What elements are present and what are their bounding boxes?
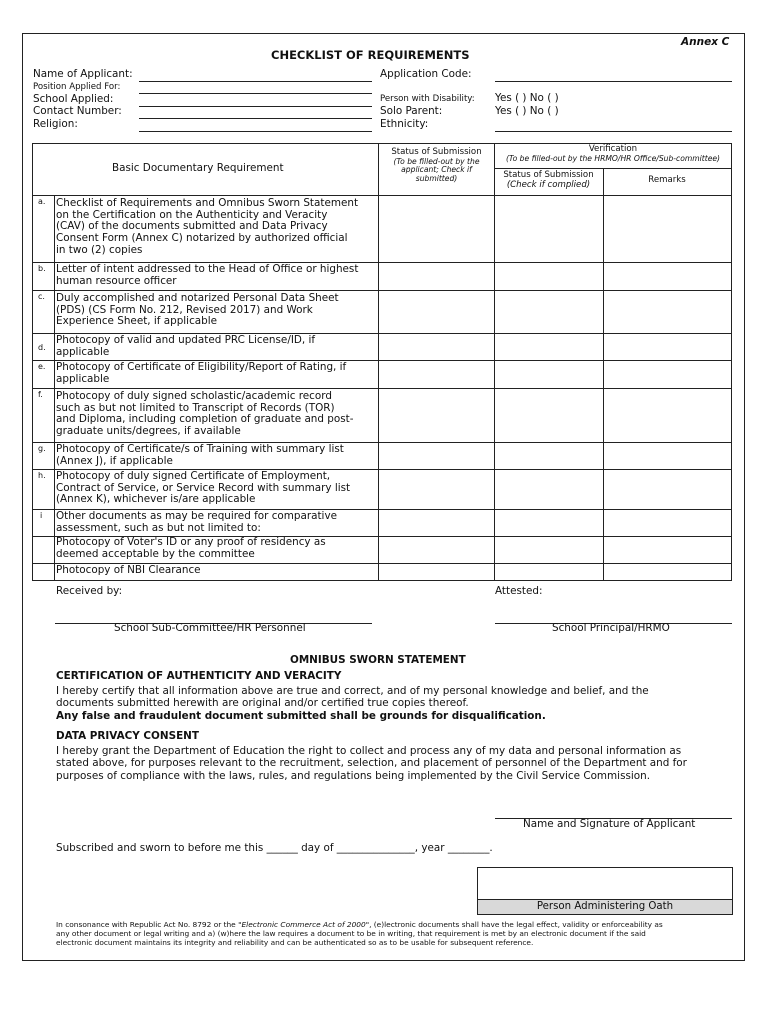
applicant-signature-caption: Name and Signature of Applicant (523, 818, 696, 830)
table-line (731, 143, 732, 580)
page-title: CHECKLIST OF REQUIREMENTS (271, 48, 470, 62)
table-line (32, 580, 732, 581)
table-line (378, 143, 379, 580)
requirement-text: Photocopy of Certificate of Eligibility/Report of Rating, if applicable (56, 361, 347, 385)
requirement-text: Photocopy of Certificate/s of Training with summary list (Annex J), if applicable (56, 443, 344, 467)
cert-heading: CERTIFICATION OF AUTHENTICITY AND VERACITY (56, 670, 342, 682)
table-line (494, 168, 732, 169)
app-code-field[interactable] (495, 81, 732, 82)
row-letter: b. (38, 264, 46, 273)
row-letter: g. (38, 444, 46, 453)
school-label: School Applied: (33, 93, 114, 105)
table-line (32, 195, 732, 196)
header-ver-status-note: (Check if complied) (506, 180, 591, 190)
row-letter: c. (38, 292, 45, 301)
pwd-options[interactable]: Yes ( ) No ( ) (495, 92, 559, 104)
requirement-text: Photocopy of duly signed scholastic/academic record such as but not limited to Transcript of Records (TOR) and Diploma, including completion of graduate and post- graduate units/degrees, if available (56, 390, 354, 437)
requirement-text: Checklist of Requirements and Omnibus Sworn Statement on the Certification on the Authenticity and Veracity (CAV) of the documents submitted and Data Privacy Consent Form (Annex C) notarized by authorized official in two (2) copies (56, 197, 359, 256)
requirement-text: Duly accomplished and notarized Personal Data Sheet (PDS) (CS Form No. 212, Revised 2017) and Work Experience Sheet, if applicable (56, 292, 339, 328)
footer-text-1: In consonance with Republic Act No. 8792 or the " (56, 920, 242, 929)
row-letter: i (40, 511, 43, 520)
subscribed-text: Subscribed and sworn to before me this ______ day of _______________, year ________. (56, 842, 493, 854)
name-field[interactable] (139, 81, 372, 82)
header-verification: Verification (588, 144, 638, 154)
app-code-label: Application Code: (380, 68, 472, 80)
cert-text: I hereby certify that all information above are true and correct, and of my personal knowledge and belief, and the documents submitted herewith are original and/or certified true copies thereof. (56, 685, 649, 710)
requirement-text: Letter of intent addressed to the Head of Office or highest human resource officer (56, 263, 359, 287)
oath-signature-box[interactable] (477, 867, 733, 915)
footer-text-2: ", (e)lectronic documents shall have the legal effect, validity or enforceability as any other document or legal writing and a) (w)here the law requires a document to be in writing, that requirement is met by an electronic document if the said electronic document maintains its integrity and reliability and can be authenticated so as to be usable for subsequent reference. (56, 920, 663, 947)
contact-label: Contact Number: (33, 105, 122, 117)
sub-committee-caption: School Sub-Committee/HR Personnel (114, 622, 306, 634)
school-field[interactable] (139, 106, 372, 107)
name-label: Name of Applicant: (33, 68, 133, 80)
table-line (32, 143, 33, 580)
contact-field[interactable] (139, 118, 372, 119)
ethnicity-field[interactable] (495, 131, 732, 132)
privacy-heading: DATA PRIVACY CONSENT (56, 730, 199, 742)
row-letter: h. (38, 471, 46, 480)
pwd-label: Person with Disability: (380, 94, 475, 104)
solo-parent-options[interactable]: Yes ( ) No ( ) (495, 105, 559, 117)
footer-note (56, 921, 736, 948)
ethnicity-label: Ethnicity: (380, 118, 429, 130)
requirement-text: Other documents as may be required for comparative assessment, such as but not limited to: (56, 510, 337, 534)
footer-italic-text: Electronic Commerce Act of 2000 (241, 920, 366, 929)
header-basic-requirement: Basic Documentary Requirement (112, 162, 284, 174)
table-line (54, 195, 55, 580)
religion-field[interactable] (139, 131, 372, 132)
received-by-label: Received by: (56, 585, 123, 597)
row-letter: f. (38, 390, 43, 399)
requirement-text: Photocopy of Voter's ID or any proof of residency as deemed acceptable by the committee (56, 536, 326, 560)
row-letter: d. (38, 343, 46, 352)
principal-caption: School Principal/HRMO (552, 622, 670, 634)
requirement-text: Photocopy of valid and updated PRC License/ID, if applicable (56, 334, 316, 358)
position-label: Position Applied For: (33, 82, 121, 92)
privacy-text: I hereby grant the Department of Education the right to collect and process any of my data and personal information as stated above, for purposes relevant to the recruitment, selection, and placement of personnel of the Department and for purposes of compliance with the laws, rules, and regulations being implemented by the Civil Service Commission. (56, 745, 687, 782)
row-letter: e. (38, 362, 46, 371)
header-ver-status: Status of Submission (503, 170, 594, 180)
header-verification-note: (To be filled-out by the HRMO/HR Office/Sub-committee) (505, 154, 721, 163)
religion-label: Religion: (33, 118, 78, 130)
table-line (32, 290, 732, 291)
header-status-note: (To be filled-out by the applicant; Check if submitted) (393, 157, 480, 183)
table-line (32, 388, 732, 389)
oath-caption: Person Administering Oath (478, 899, 732, 914)
annex-label: Annex C (681, 36, 730, 48)
position-field[interactable] (139, 93, 372, 94)
requirement-text: Photocopy of duly signed Certificate of Employment, Contract of Service, or Service Record with summary list (Annex K), whichever is/are applicable (56, 470, 351, 506)
requirement-text: Photocopy of NBI Clearance (56, 564, 201, 576)
table-line (603, 168, 604, 580)
row-letter: a. (38, 197, 46, 206)
cert-warning: Any false and fraudulent document submitted shall be grounds for disqualification. (56, 710, 546, 722)
header-status: Status of Submission (391, 147, 482, 157)
table-line (494, 143, 495, 580)
solo-parent-label: Solo Parent: (380, 105, 443, 117)
omnibus-title: OMNIBUS SWORN STATEMENT (290, 654, 466, 666)
header-remarks: Remarks (648, 175, 686, 185)
attested-label: Attested: (495, 585, 543, 597)
